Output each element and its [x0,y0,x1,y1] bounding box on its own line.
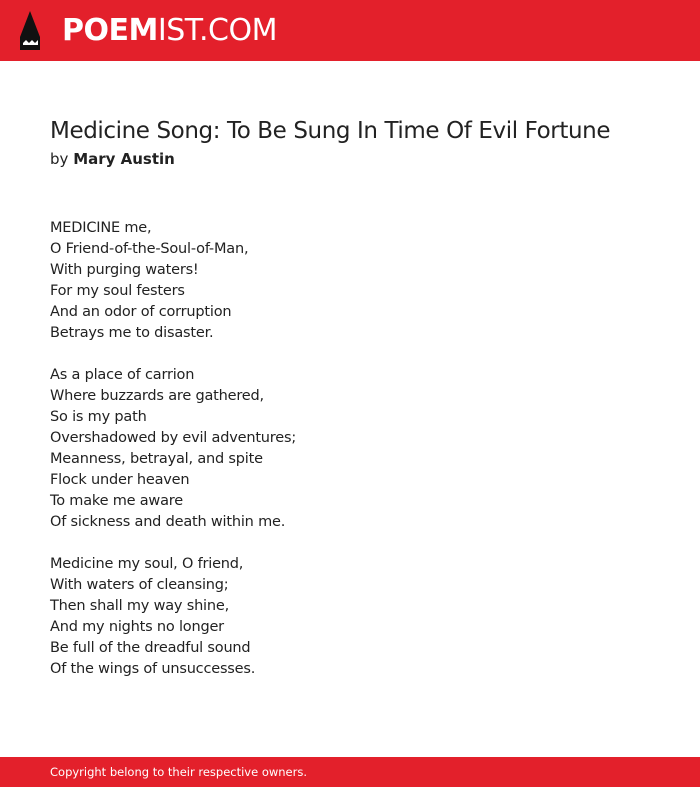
logo-text-light: IST.COM [157,13,277,48]
poem-title: Medicine Song: To Be Sung In Time Of Evil Fortune [50,118,611,144]
poem-line: Meanness, betrayal, and spite [50,451,263,467]
site-logo[interactable] [62,13,277,49]
poem-line: Then shall my way shine, [50,598,230,614]
site-footer [0,757,700,787]
poem-stanza-1 [50,218,650,344]
poem-author: Mary Austin [73,150,175,168]
poem-line: Betrays me to disaster. [50,325,214,341]
poem-line: So is my path [50,409,147,425]
poem-line: Of sickness and death within me. [50,514,286,530]
poem-line: And an odor of corruption [50,304,232,320]
by-label: by [50,150,69,168]
poem-stanza-2 [50,365,650,533]
poem-byline [50,148,175,170]
poem-line: MEDICINE me, [50,220,152,236]
poem-line: O Friend-of-the-Soul-of-Man, [50,241,249,257]
pencil-tip-icon [18,10,42,51]
poem-line: Where buzzards are gathered, [50,388,264,404]
poem-line: And my nights no longer [50,619,224,635]
poem-line: Be full of the dreadful sound [50,640,251,656]
site-header [0,0,700,61]
poem-line: Of the wings of unsuccesses. [50,661,256,677]
poem-line: Flock under heaven [50,472,190,488]
logo-text-bold: POEM [62,13,158,48]
poem-line: Overshadowed by evil adventures; [50,430,296,446]
poem-line: With waters of cleansing; [50,577,229,593]
poem-stanza-3 [50,554,650,680]
poem-line: For my soul festers [50,283,185,299]
poem-line: Medicine my soul, O friend, [50,556,244,572]
poem-line: To make me aware [50,493,183,509]
poem-body [50,218,650,701]
copyright-notice: Copyright belong to their respective owners. [50,765,308,779]
poem-line: As a place of carrion [50,367,195,383]
poem-line: With purging waters! [50,262,199,278]
